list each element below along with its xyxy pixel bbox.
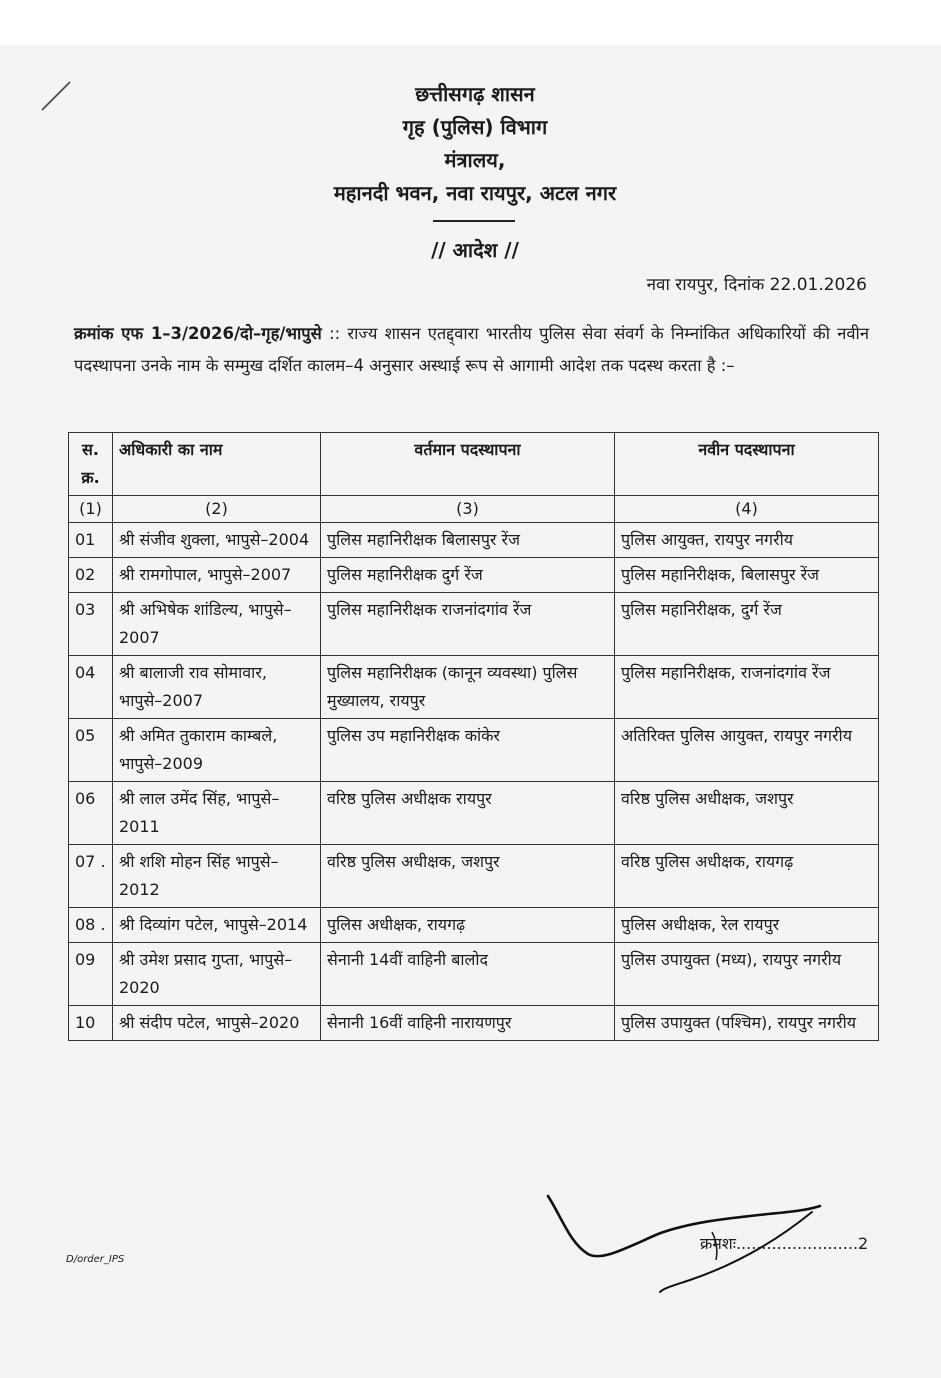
new-posting: वरिष्ठ पुलिस अधीक्षक, रायगढ़ <box>615 845 879 908</box>
table-row <box>69 1006 879 1041</box>
current-posting: पुलिस महानिरीक्षक (कानून व्यवस्था) पुलिस मुख्यालय, रायपुर <box>321 656 615 719</box>
officer-name: श्री उमेश प्रसाद गुप्ता, भापुसे–2020 <box>113 943 321 1006</box>
col-number: (4) <box>615 496 879 523</box>
officer-name: श्री अभिषेक शांडिल्य, भापुसे–2007 <box>113 593 321 656</box>
new-posting: पुलिस उपायुक्त (पश्चिम), रायपुर नगरीय <box>615 1006 879 1041</box>
address: महानदी भवन, नवा रायपुर, अटल नगर <box>333 181 617 205</box>
current-posting: पुलिस महानिरीक्षक बिलासपुर रेंज <box>321 523 615 558</box>
serial-number: 08 . <box>69 908 113 943</box>
new-posting: वरिष्ठ पुलिस अधीक्षक, जशपुर <box>615 782 879 845</box>
order-title: // आदेश // <box>431 238 519 262</box>
letterhead <box>240 78 710 210</box>
current-posting: वरिष्ठ पुलिस अधीक्षक, जशपुर <box>321 845 615 908</box>
new-posting: पुलिस उपायुक्त (मध्य), रायपुर नगरीय <box>615 943 879 1006</box>
col-header-new: नवीन पदस्थापना <box>615 433 879 496</box>
serial-number: 02 <box>69 558 113 593</box>
col-number: (3) <box>321 496 615 523</box>
government-name: छत्तीसगढ़ शासन <box>415 82 535 106</box>
new-posting: पुलिस महानिरीक्षक, राजनांदगांव रेंज <box>615 656 879 719</box>
serial-number: 03 <box>69 593 113 656</box>
ministry: मंत्रालय, <box>444 148 506 172</box>
new-posting: पुलिस अधीक्षक, रेल रायपुर <box>615 908 879 943</box>
current-posting: सेनानी 16वीं वाहिनी नारायणपुर <box>321 1006 615 1041</box>
officer-name: श्री संजीव शुक्ला, भापुसे–2004 <box>113 523 321 558</box>
current-posting: पुलिस महानिरीक्षक दुर्ग रेंज <box>321 558 615 593</box>
column-number-row <box>69 496 879 523</box>
new-posting: अतिरिक्त पुलिस आयुक्त, रायपुर नगरीय <box>615 719 879 782</box>
department-name: गृह (पुलिस) विभाग <box>402 115 548 139</box>
serial-number: 10 <box>69 1006 113 1041</box>
table-row <box>69 782 879 845</box>
serial-number: 07 . <box>69 845 113 908</box>
officer-name: श्री शशि मोहन सिंह भापुसे– 2012 <box>113 845 321 908</box>
current-posting: पुलिस महानिरीक्षक राजनांदगांव रेंज <box>321 593 615 656</box>
current-posting: पुलिस अधीक्षक, रायगढ़ <box>321 908 615 943</box>
table-header-row <box>69 433 879 496</box>
table-row <box>69 845 879 908</box>
new-posting: पुलिस आयुक्त, रायपुर नगरीय <box>615 523 879 558</box>
new-posting: पुलिस महानिरीक्षक, दुर्ग रेंज <box>615 593 879 656</box>
officer-name: श्री अमित तुकाराम काम्बले, भापुसे–2009 <box>113 719 321 782</box>
header-divider <box>433 220 515 222</box>
officer-name: श्री रामगोपाल, भापुसे–2007 <box>113 558 321 593</box>
new-posting: पुलिस महानिरीक्षक, बिलासपुर रेंज <box>615 558 879 593</box>
serial-number: 06 <box>69 782 113 845</box>
serial-number: 04 <box>69 656 113 719</box>
col-number: (2) <box>113 496 321 523</box>
officer-name: श्री लाल उमेंद सिंह, भापुसे–2011 <box>113 782 321 845</box>
serial-number: 09 <box>69 943 113 1006</box>
table-row <box>69 943 879 1006</box>
current-posting: सेनानी 14वीं वाहिनी बालोद <box>321 943 615 1006</box>
table-row <box>69 558 879 593</box>
footer-code: D/order_IPS <box>66 1254 125 1265</box>
table-row <box>69 719 879 782</box>
current-posting: पुलिस उप महानिरीक्षक कांकेर <box>321 719 615 782</box>
continued-note: क्रमशः........................2 <box>700 1234 869 1253</box>
table-row <box>69 523 879 558</box>
posting-table <box>68 432 879 1041</box>
serial-number: 01 <box>69 523 113 558</box>
officer-name: श्री संदीप पटेल, भापुसे–2020 <box>113 1006 321 1041</box>
table-row <box>69 593 879 656</box>
officer-name: श्री दिव्यांग पटेल, भापुसे–2014 <box>113 908 321 943</box>
col-header-name: अधिकारी का नाम <box>113 433 321 496</box>
order-text: :: राज्य शासन एतद्द्वारा भारतीय पुलिस सेवा संवर्ग के निम्नांकित अधिकारियों की नवीन पदस्थापना उनके नाम के सम्मुख दर्शित कालम–4 अनुसार अस्थाई रूप से आगामी आदेश तक पदस्थ करता है :– <box>74 324 869 375</box>
order-reference: क्रमांक एफ 1–3/2026/दो–गृह/भापुसे <box>74 324 322 343</box>
officer-name: श्री बालाजी राव सोमावार, भापुसे–2007 <box>113 656 321 719</box>
col-header-current: वर्तमान पदस्थापना <box>321 433 615 496</box>
place-date: नवा रायपुर, दिनांक 22.01.2026 <box>646 275 867 295</box>
serial-number: 05 <box>69 719 113 782</box>
current-posting: वरिष्ठ पुलिस अधीक्षक रायपुर <box>321 782 615 845</box>
table-row <box>69 656 879 719</box>
col-header-serial: स. क्र. <box>69 433 113 496</box>
order-intro <box>74 318 869 382</box>
pen-slash-mark <box>38 80 72 112</box>
col-number: (1) <box>69 496 113 523</box>
table-row <box>69 908 879 943</box>
